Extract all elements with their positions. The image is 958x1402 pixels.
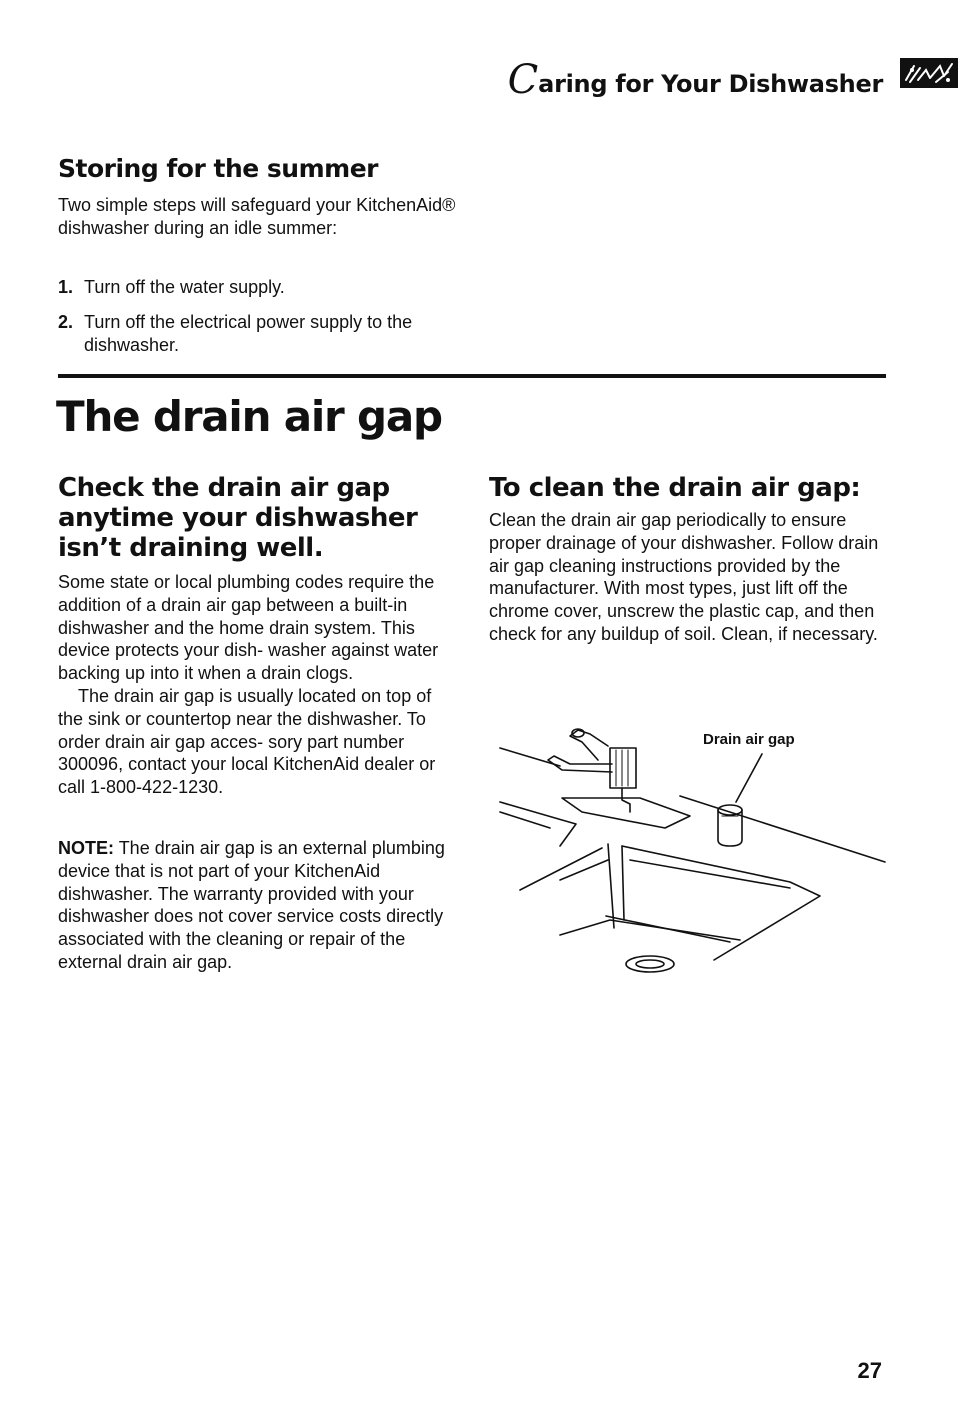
check-paragraph-2: The drain air gap is usually located on top of the sink or countertop near the dishwasher. To order drain air gap acces- sory part number 300096, contact your local KitchenAid dealer or call 1-800-422-1230. [58,685,436,798]
note-label: NOTE: [58,838,114,858]
dishwasher-care-tab-icon [900,58,958,88]
section-divider [58,374,886,378]
sink-diagram [490,720,890,980]
step-number: 1. [58,277,74,297]
check-title: Check the drain air gap anytime your dishwasher isn’t draining well. [58,473,418,563]
step-number: 2. [58,312,74,332]
check-paragraph-1: Some state or local plumbing codes require the addition of a drain air gap between a built-in dishwasher and the home drain system. This device protects your dish- washer against water backing up into it when a drain clogs. [58,572,439,684]
step-text: Turn off the water supply. [84,277,285,297]
note-text: The drain air gap is an external plumbing device that is not part of your KitchenAid dishwasher. The warranty provided with your dishwasher does not cover service costs directly associated with the cleaning or repair of the external drain air gap. [58,838,445,972]
storing-title: Storing for the summer [58,154,378,183]
header-drop-letter: C [507,57,539,103]
clean-body: Clean the drain air gap periodically to ensure proper drainage of your dishwasher. Follow drain air gap cleaning instructions provided by the manufacturer. With most types, just lift off the chrome cover, unscrew the plastic cap, and then check for any buildup of soil. Clean, if necessary. [489,510,879,644]
note-paragraph [58,837,456,974]
list-item [58,311,478,357]
clean-title: To clean the drain air gap: [489,473,861,503]
page-title: The drain air gap [56,392,442,441]
step-text: Turn off the electrical power supply to the dishwasher. [84,312,413,355]
list-item [58,276,478,299]
storing-intro: Two simple steps will safeguard your KitchenAid® dishwasher during an idle summer: [58,195,456,238]
diagram-label: Drain air gap [703,731,795,748]
page-number: 27 [857,1358,882,1383]
running-header [507,48,883,103]
header-title: aring for Your Dishwasher [538,70,883,98]
check-body [58,571,456,799]
